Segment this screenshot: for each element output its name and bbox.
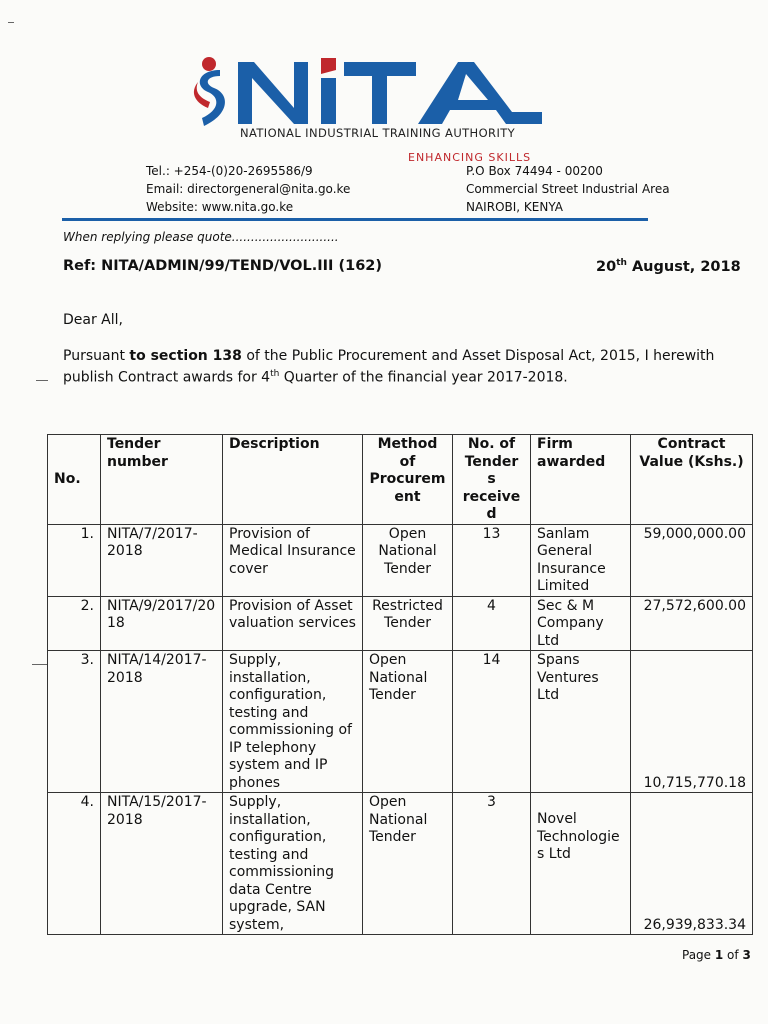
cell-no: 4. — [48, 793, 101, 935]
scan-mark — [36, 380, 48, 381]
contact-right — [466, 162, 670, 216]
authority-name: NATIONAL INDUSTRIAL TRAINING AUTHORITY — [240, 126, 516, 140]
header-received: No. of Tender s receive d — [453, 435, 531, 525]
contact-left — [146, 162, 350, 216]
cell-received: 13 — [453, 524, 531, 596]
header-no: No. — [48, 435, 101, 525]
website-line: Website: www.nita.go.ke — [146, 200, 294, 214]
para-sup: th — [270, 369, 280, 379]
page-of: of — [723, 948, 743, 962]
intro-paragraph — [63, 347, 753, 387]
cell-description: Supply, installation, configuration, testing and commissioning data Centre upgrade, SAN system, — [223, 793, 363, 935]
tel-line: Tel.: +254-(0)20-2695586/9 — [146, 164, 313, 178]
cell-description: Provision of Medical Insurance cover — [223, 524, 363, 596]
page-total: 3 — [742, 948, 751, 962]
date-suffix: th — [616, 258, 627, 268]
scan-mark — [8, 22, 14, 23]
date-rest: August, 2018 — [626, 258, 741, 275]
cell-method: Open National Tender — [363, 524, 453, 596]
table-row — [48, 524, 753, 596]
cell-received: 14 — [453, 651, 531, 793]
cell-no: 3. — [48, 651, 101, 793]
po-box-line: P.O Box 74494 - 00200 — [466, 164, 603, 178]
cell-tender: NITA/9/2017/2018 — [101, 596, 223, 651]
cell-method: Open National Tender — [363, 651, 453, 793]
cell-method: Restricted Tender — [363, 596, 453, 651]
cell-tender: NITA/14/2017-2018 — [101, 651, 223, 793]
salutation: Dear All, — [63, 312, 123, 328]
table-row — [48, 596, 753, 651]
cell-no: 2. — [48, 596, 101, 651]
quote-line: When replying please quote............................ — [63, 230, 339, 244]
page-current: 1 — [714, 948, 724, 962]
street-line: Commercial Street Industrial Area — [466, 182, 670, 196]
cell-value: 59,000,000.00 — [631, 524, 753, 596]
header-method: Method of Procurem ent — [363, 435, 453, 525]
cell-description: Provision of Asset valuation services — [223, 596, 363, 651]
cell-firm: Novel Technologie s Ltd — [531, 793, 631, 935]
cell-firm: Spans Ventures Ltd — [531, 651, 631, 793]
header-tender: Tender number — [101, 435, 223, 525]
cell-no: 1. — [48, 524, 101, 596]
para-bold: to section 138 — [129, 348, 242, 364]
cell-received: 4 — [453, 596, 531, 651]
table-row — [48, 793, 753, 935]
slogan: ENHANCING SKILLS — [408, 151, 532, 164]
cell-tender: NITA/15/2017-2018 — [101, 793, 223, 935]
email-line: Email: directorgeneral@nita.go.ke — [146, 182, 351, 196]
cell-firm: Sanlam General Insurance Limited — [531, 524, 631, 596]
header-description: Description — [223, 435, 363, 525]
awards-table — [47, 434, 753, 935]
cell-tender: NITA/7/2017-2018 — [101, 524, 223, 596]
para-text: Pursuant — [63, 348, 130, 364]
cell-description: Supply, installation, configuration, testing and commissioning of IP telephony system and IP phones — [223, 651, 363, 793]
scan-mark — [32, 664, 48, 665]
cell-value: 10,715,770.18 — [631, 651, 753, 793]
para-text: Quarter of the financial year 2017-2018. — [279, 369, 568, 386]
cell-value: 26,939,833.34 — [631, 793, 753, 935]
header-firm: Firm awarded — [531, 435, 631, 525]
page-number — [682, 948, 751, 962]
city-line: NAIROBI, KENYA — [466, 200, 563, 214]
para-text: of the Public Procurement and Asset Disposal Act, 2015, I herewith publish Contract awards for 4 — [63, 348, 715, 386]
header-rule — [62, 218, 648, 221]
cell-firm: Sec & M Company Ltd — [531, 596, 631, 651]
letter-date — [596, 258, 741, 275]
date-day: 20 — [596, 258, 617, 275]
reference: Ref: NITA/ADMIN/99/TEND/VOL.III (162) — [63, 258, 383, 274]
table-header-row — [48, 435, 753, 525]
cell-value: 27,572,600.00 — [631, 596, 753, 651]
page-word: Page — [682, 948, 715, 962]
cell-received: 3 — [453, 793, 531, 935]
cell-method: Open National Tender — [363, 793, 453, 935]
table-row — [48, 651, 753, 793]
nita-logo-mark — [190, 52, 580, 132]
header-value: Contract Value (Kshs.) — [631, 435, 753, 525]
